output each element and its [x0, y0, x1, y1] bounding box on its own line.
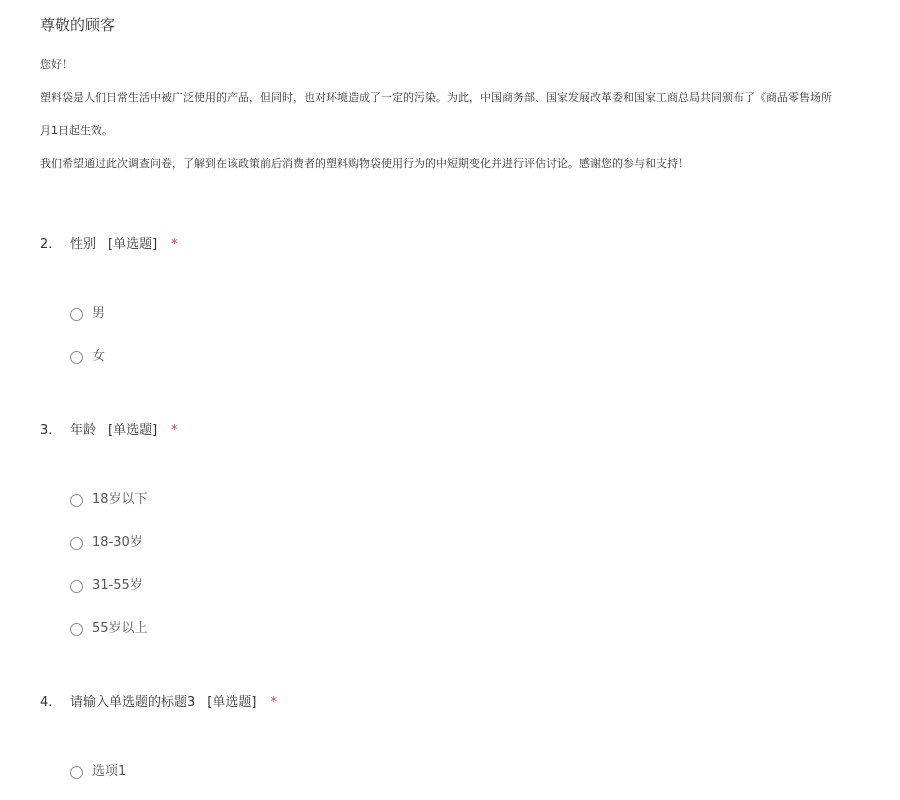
question-type: [单选题] [108, 237, 158, 252]
radio-button[interactable] [70, 351, 83, 364]
radio-button[interactable] [70, 766, 83, 779]
question-title: 性别 [70, 237, 97, 252]
option-label: 18-30岁 [92, 535, 143, 550]
question-title: 年龄 [70, 423, 97, 438]
survey-intro [40, 14, 900, 170]
option-label: 18岁以下 [92, 492, 148, 507]
question-title-age [40, 422, 178, 440]
intro-title: 尊敬的顾客 [40, 16, 116, 34]
option-label: 女 [92, 349, 106, 364]
intro-paragraph-2: 我们希望通过此次调查问卷，了解到在该政策前后消费者的塑料购物袋使用行为的中短期变化并进行评估讨论。感谢您的参与和支持！ [40, 157, 689, 170]
radio-button[interactable] [70, 494, 83, 507]
option-female[interactable] [70, 348, 105, 366]
required-mark: * [171, 237, 178, 252]
option-label: 男 [92, 306, 106, 321]
question-title-3 [40, 694, 277, 712]
option-over-55[interactable] [70, 620, 148, 638]
question-title: 请输入单选题的标题3 [70, 695, 196, 710]
question-title-gender [40, 236, 178, 254]
question-number: 3. [40, 423, 53, 438]
question-type: [单选题] [108, 423, 158, 438]
required-mark: * [270, 695, 277, 710]
question-number: 4. [40, 695, 53, 710]
option-label: 31-55岁 [92, 578, 143, 593]
required-mark: * [171, 423, 178, 438]
option-male[interactable] [70, 305, 105, 323]
option-31-55[interactable] [70, 577, 143, 595]
radio-button[interactable] [70, 537, 83, 550]
option-18-30[interactable] [70, 534, 143, 552]
intro-paragraph-1-cont: 月1日起生效。 [40, 124, 113, 137]
option-label: 55岁以上 [92, 621, 148, 636]
intro-paragraph-1: 塑料袋是人们日常生活中被广泛使用的产品，但同时，也对环境造成了一定的污染。为此，中国商务部、国家发展改革委和国家工商总局共同颁布了《商品零售场所 [40, 91, 832, 104]
question-type: [单选题] [207, 695, 257, 710]
intro-greeting: 您好！ [40, 58, 73, 71]
question-number: 2. [40, 237, 53, 252]
radio-button[interactable] [70, 308, 83, 321]
radio-button[interactable] [70, 623, 83, 636]
option-1[interactable] [70, 763, 126, 781]
option-under-18[interactable] [70, 491, 148, 509]
option-label: 选项1 [92, 764, 127, 779]
radio-button[interactable] [70, 580, 83, 593]
